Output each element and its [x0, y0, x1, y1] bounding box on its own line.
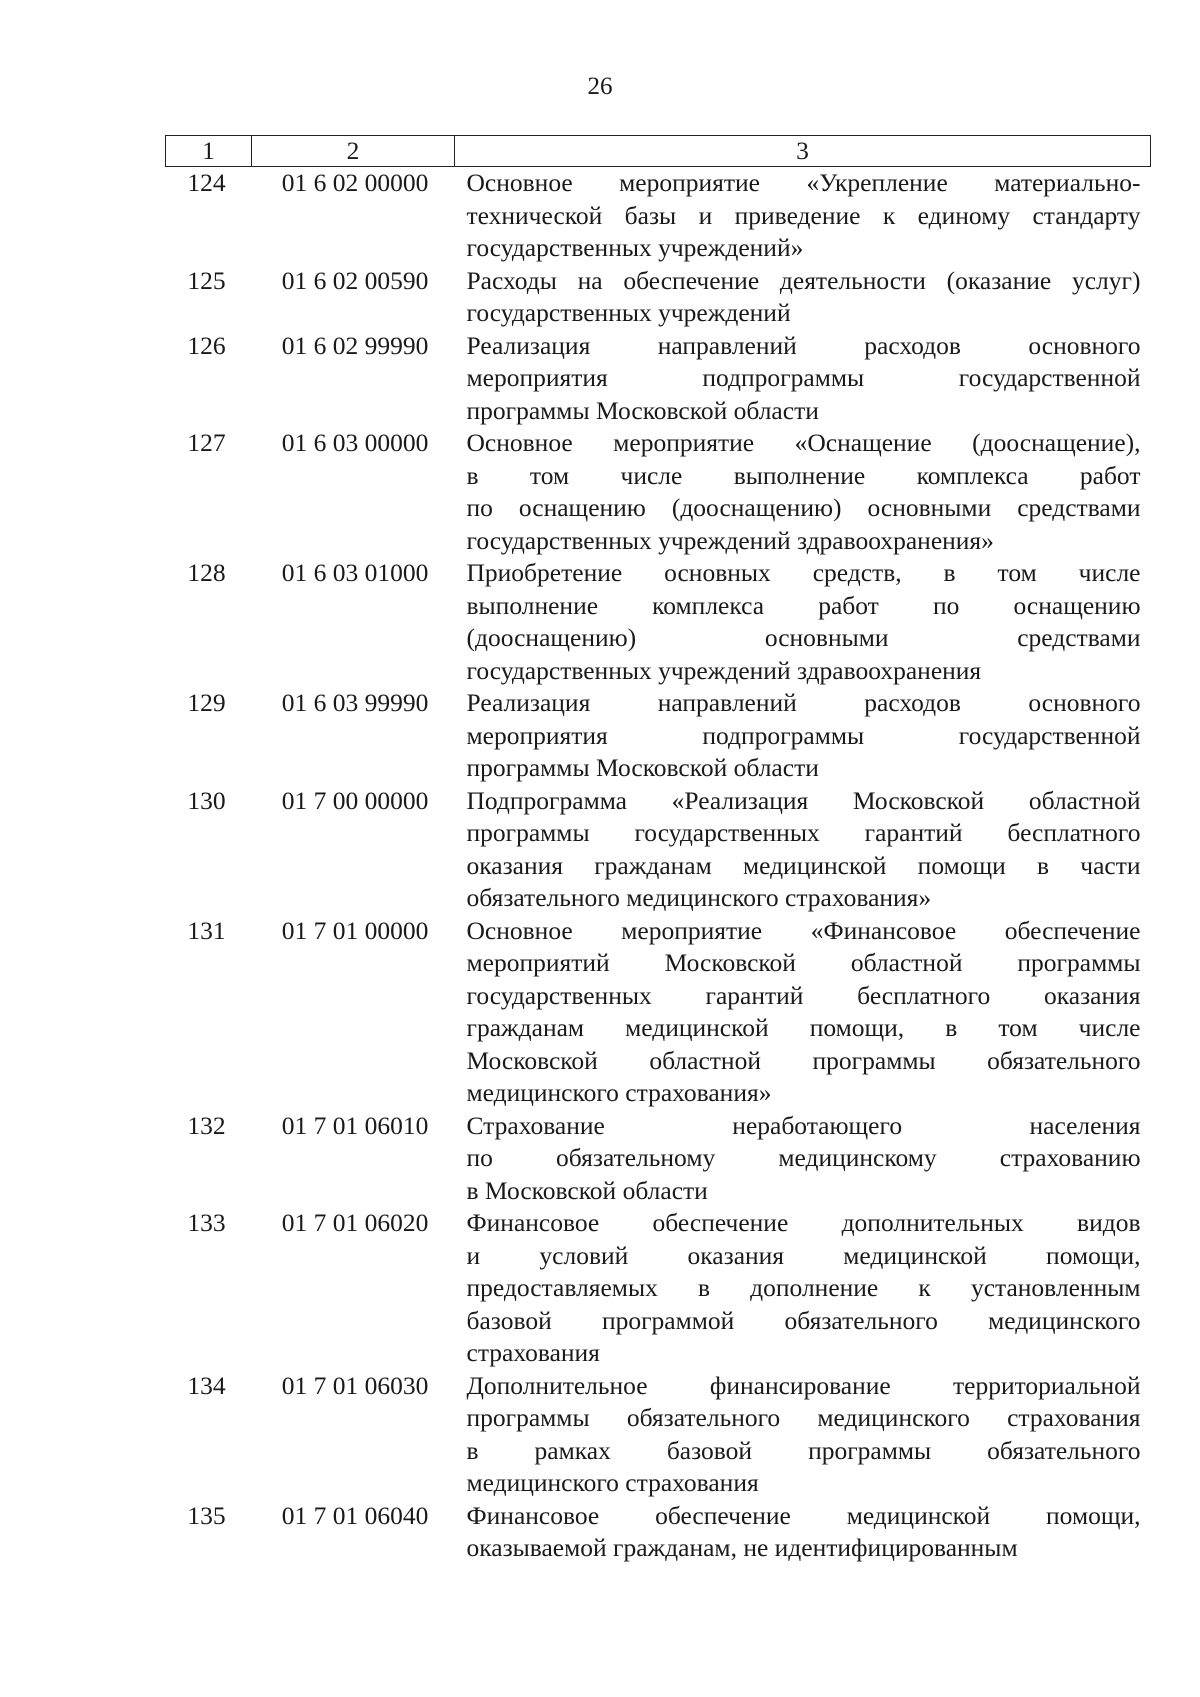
expense-description [455, 427, 1151, 557]
description-line: Финансовое обеспечение дополнительных видов [466, 1208, 1141, 1237]
description-line: Подпрограмма «Реализация Московской областной [466, 785, 1141, 815]
description-line: мероприятия подпрограммы государственной [466, 363, 1141, 392]
table-body [166, 167, 1151, 1565]
description-line: по оснащению (дооснащению) основными средствами [466, 493, 1141, 522]
classification-code: 01 7 01 00000 [281, 915, 429, 945]
expense-description [455, 557, 1151, 687]
expense-description [455, 915, 1151, 1110]
table-row [166, 1370, 1151, 1500]
row-number: 127 [187, 428, 226, 457]
column-header-3: 3 [455, 136, 1151, 167]
description-line: программы государственных гарантий бесплатного [466, 818, 1141, 847]
description-line: Страхование неработающего населения [466, 1110, 1141, 1140]
description-line: Московской областной программы обязательного [466, 1045, 1141, 1075]
description-line: предоставляемых в дополнение к установленным [466, 1273, 1141, 1302]
description-line: выполнение комплекса работ по оснащению [466, 590, 1141, 620]
table-row [166, 427, 1151, 557]
description-line: государственных учреждений здравоохранения [466, 655, 982, 685]
expense-description [455, 1207, 1151, 1370]
column-header-1: 1 [166, 136, 252, 167]
row-number: 131 [187, 915, 226, 945]
description-line: Основное мероприятие «Оснащение (дооснащение), [466, 428, 1141, 457]
description-line: страхования [466, 1338, 600, 1367]
row-number: 125 [187, 265, 226, 295]
classification-code: 01 6 02 00590 [281, 265, 429, 295]
classification-code: 01 7 01 06040 [281, 1500, 429, 1530]
description-line: обязательного медицинского страхования» [466, 883, 932, 912]
description-line: базовой программой обязательного медицинского [466, 1305, 1141, 1335]
description-line: медицинского страхования [466, 1468, 759, 1497]
classification-code: 01 6 02 00000 [281, 168, 429, 197]
row-number: 135 [187, 1500, 226, 1530]
table-row [166, 915, 1151, 1110]
row-number: 133 [187, 1208, 226, 1237]
description-line: Расходы на обеспечение деятельности (оказание услуг) [466, 265, 1141, 295]
expense-description [455, 330, 1151, 428]
description-line: Дополнительное финансирование территориальной [466, 1370, 1141, 1400]
expense-description [455, 1110, 1151, 1208]
table-row [166, 687, 1151, 785]
classification-code: 01 6 03 01000 [281, 558, 429, 587]
expense-description [455, 687, 1151, 785]
description-line: государственных гарантий бесплатного оказания [466, 980, 1141, 1010]
description-line: мероприятий Московской областной программы [466, 948, 1141, 977]
description-line: Приобретение основных средств, в том числе [466, 558, 1141, 587]
description-line: Реализация направлений расходов основного [466, 330, 1141, 360]
row-number: 128 [187, 558, 226, 587]
classification-code: 01 6 02 99990 [281, 330, 429, 360]
classification-code: 01 7 01 06030 [281, 1370, 429, 1400]
description-line: (дооснащению) основными средствами [466, 623, 1141, 652]
description-line: оказываемой гражданам, не идентифицированным [466, 1533, 1018, 1562]
classification-code: 01 6 03 99990 [281, 688, 429, 717]
table-row [166, 1110, 1151, 1208]
description-line: в рамках базовой программы обязательного [466, 1435, 1141, 1465]
page-number: 26 [587, 73, 613, 100]
row-number: 134 [187, 1370, 226, 1400]
table-row [166, 785, 1151, 915]
expense-description [455, 265, 1151, 330]
description-line: технической базы и приведение к единому стандарту [466, 200, 1141, 230]
classification-code: 01 7 01 06010 [281, 1110, 429, 1140]
classification-code: 01 7 00 00000 [281, 785, 429, 815]
row-number: 126 [187, 330, 226, 360]
description-line: мероприятия подпрограммы государственной [466, 720, 1141, 750]
classification-code: 01 6 03 00000 [281, 428, 429, 457]
description-line: государственных учреждений» [466, 233, 804, 262]
classification-code: 01 7 01 06020 [281, 1208, 429, 1237]
column-header-2: 2 [252, 136, 455, 167]
table-row [166, 1207, 1151, 1370]
table-row [166, 1500, 1151, 1565]
description-line: оказания гражданам медицинской помощи в части [466, 850, 1141, 880]
description-line: Основное мероприятие «Укрепление материально- [466, 168, 1141, 197]
expense-description [455, 785, 1151, 915]
table-row [166, 557, 1151, 687]
row-number: 130 [187, 785, 226, 815]
description-line: программы Московской области [466, 753, 819, 782]
budget-classification-table [165, 135, 1151, 1565]
description-line: государственных учреждений [466, 298, 791, 327]
expense-description [455, 1500, 1151, 1565]
row-number: 132 [187, 1110, 226, 1140]
table-row [166, 167, 1151, 265]
table-row [166, 265, 1151, 330]
description-line: гражданам медицинской помощи, в том числе [466, 1013, 1141, 1042]
description-line: в том числе выполнение комплекса работ [466, 460, 1141, 490]
table-header-row [166, 136, 1151, 167]
description-line: Основное мероприятие «Финансовое обеспечение [466, 915, 1141, 945]
description-line: программы Московской области [466, 395, 819, 425]
description-line: по обязательному медицинскому страхованию [466, 1143, 1141, 1172]
description-line: Реализация направлений расходов основного [466, 688, 1141, 717]
expense-description [455, 167, 1151, 265]
description-line: в Московской области [466, 1175, 708, 1205]
description-line: и условий оказания медицинской помощи, [466, 1240, 1141, 1270]
table-row [166, 330, 1151, 428]
description-line: медицинского страхования» [466, 1078, 772, 1107]
description-line: Финансовое обеспечение медицинской помощи, [466, 1500, 1141, 1530]
description-line: государственных учреждений здравоохранения» [466, 525, 994, 555]
row-number: 129 [187, 688, 226, 717]
row-number: 124 [187, 168, 226, 197]
expense-description [455, 1370, 1151, 1500]
description-line: программы обязательного медицинского страхования [466, 1403, 1141, 1432]
